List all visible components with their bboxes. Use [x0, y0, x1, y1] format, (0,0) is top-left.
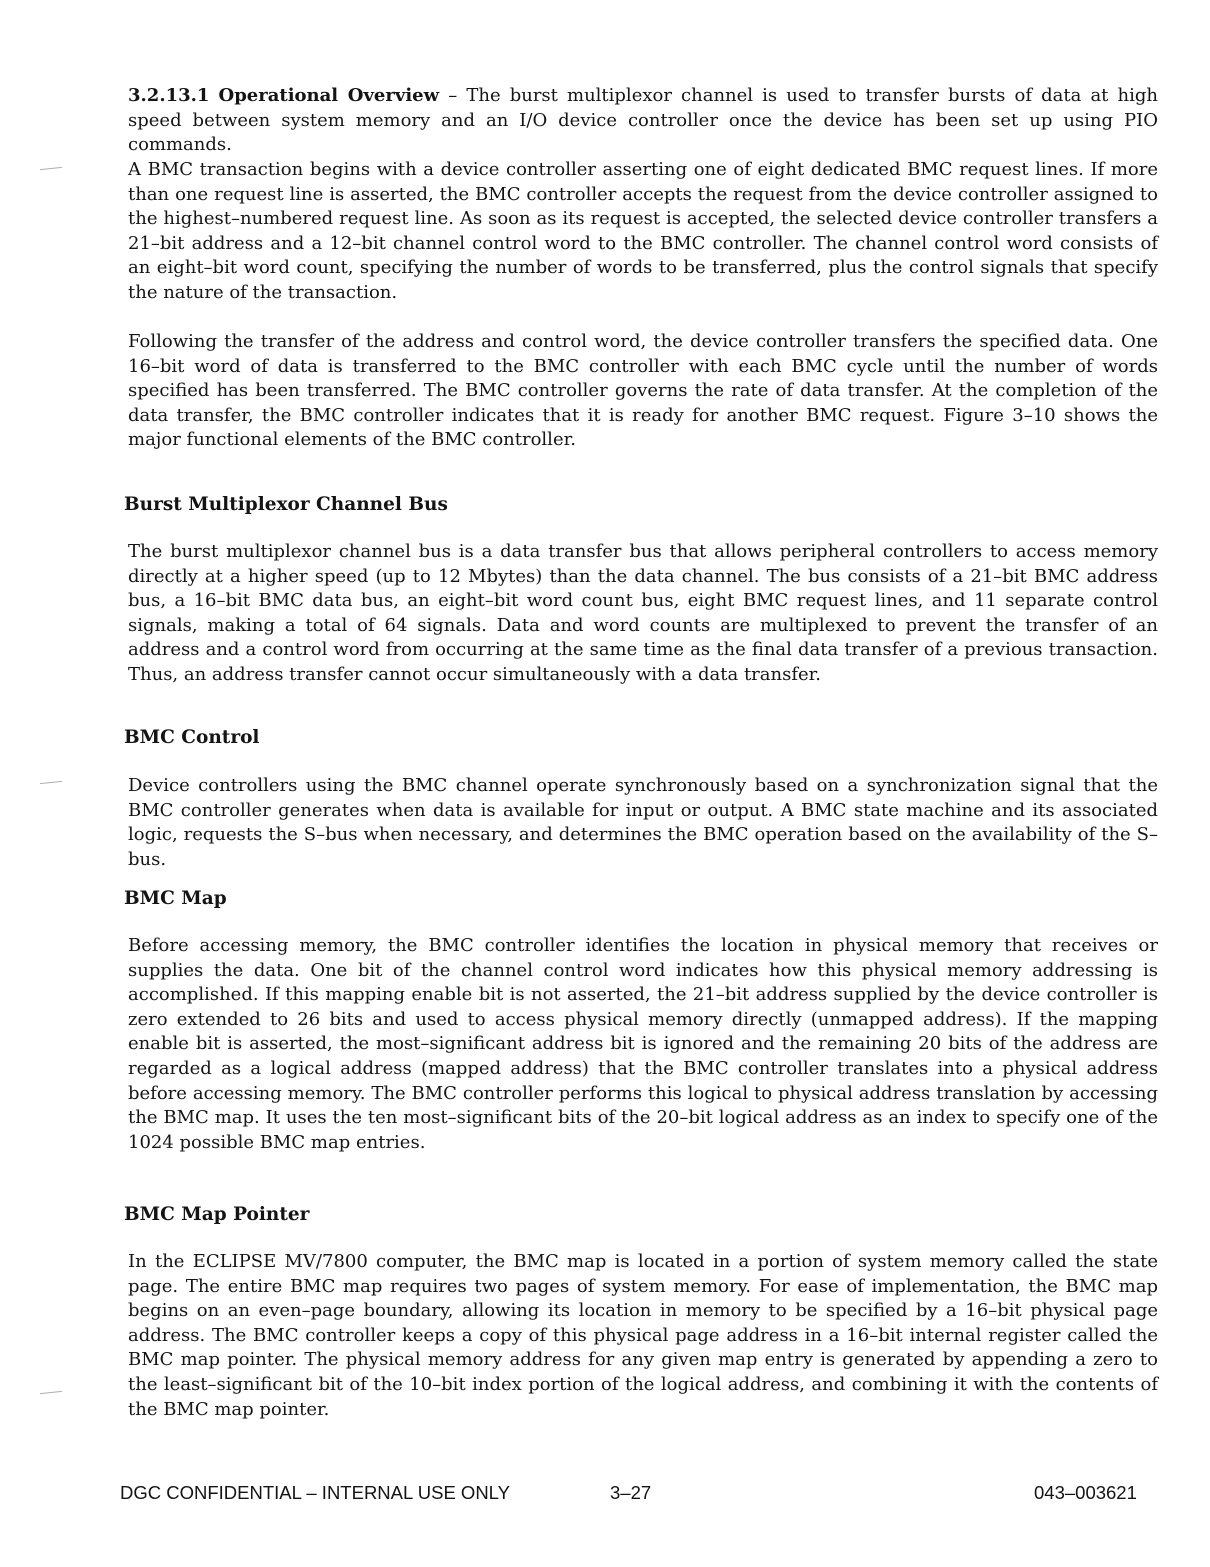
- section-number: 3.2.13.1: [128, 85, 210, 106]
- section-intro: [128, 84, 1158, 158]
- heading-bmc-map: BMC Map: [124, 888, 227, 909]
- heading-bmc-bus: Burst Multiplexor Channel Bus: [124, 494, 448, 515]
- paragraph-bmc-bus: The burst multiplexor channel bus is a data transfer bus that allows peripheral controllers to access memory directly at a higher speed (up to 12 Mbytes) than the data channel. The bus consists of a 21–bit BMC address bus, a 16–bit BMC data bus, an eight–bit word count bus, eight BMC request lines, and 11 separate control signals, making a total of 64 signals. Data and word counts are multiplexed to prevent the transfer of an address and a control word from occurring at the same time as the final data transfer of a previous transaction. Thus, an address transfer cannot occur simultaneously with a data transfer.: [128, 541, 1158, 685]
- heading-bmc-control: BMC Control: [124, 727, 260, 748]
- paragraph-transfer: Following the transfer of the address and control word, the device controller transfers the specified data. One 16–bit word of data is transferred to the BMC controller with each BMC cycle until the number of words specified has been transferred. The BMC controller governs the rate of data transfer. At the completion of the data transfer, the BMC controller indicates that it is ready for another BMC request. Figure 3–10 shows the major functional elements of the BMC controller.: [128, 331, 1158, 451]
- footer-page-number: 3–27: [610, 1482, 652, 1503]
- section-intro-text: The burst multiplexor channel is used to transfer bursts of data at high speed between system memory and an I/O device controller once the device has been set up using PIO commands.: [128, 85, 1158, 156]
- section-separator: –: [439, 85, 467, 106]
- heading-bmc-map-pointer: BMC Map Pointer: [124, 1204, 310, 1225]
- margin-mark: [40, 1391, 62, 1394]
- paragraph-bmc-control: Device controllers using the BMC channel operate synchronously based on a synchronization signal that the BMC controller generates when data is available for input or output. A BMC state machine and its associated logic, requests the S–bus when necessary, and determines the BMC operation based on the availability of the S–bus.: [128, 775, 1158, 870]
- footer-doc-number: 043–003621: [1034, 1482, 1137, 1503]
- paragraph-bmc-map: Before accessing memory, the BMC controller identifies the location in physical memory that receives or supplies the data. One bit of the channel control word indicates how this physical memory addressing is accomplished. If this mapping enable bit is not asserted, the 21–bit address supplied by the device controller is zero extended to 26 bits and used to access physical memory directly (unmapped address). If the mapping enable bit is asserted, the most–significant address bit is ignored and the remaining 20 bits of the address are regarded as a logical address (mapped address) that the BMC controller translates into a physical address before accessing memory. The BMC controller performs this logical to physical address translation by accessing the BMC map. It uses the ten most–significant bits of the 20–bit logical address as an index to specify one of the 1024 possible BMC map entries.: [128, 935, 1158, 1153]
- margin-mark: [40, 781, 62, 784]
- footer-confidential: DGC CONFIDENTIAL – INTERNAL USE ONLY: [120, 1482, 510, 1503]
- margin-mark: [40, 167, 62, 170]
- section-title: Operational Overview: [218, 85, 440, 106]
- paragraph-transaction: A BMC transaction begins with a device controller asserting one of eight dedicated BMC request lines. If more than one request line is asserted, the BMC controller accepts the request from the device controller assigned to the highest–numbered request line. As soon as its request is accepted, the selected device controller transfers a 21–bit address and a 12–bit channel control word to the BMC controller. The channel control word consists of an eight–bit word count, specifying the number of words to be transferred, plus the control signals that specify the nature of the transaction.: [128, 159, 1158, 303]
- paragraph-bmc-map-pointer: In the ECLIPSE MV/7800 computer, the BMC map is located in a portion of system memory called the state page. The entire BMC map requires two pages of system memory. For ease of implementation, the BMC map begins on an even–page boundary, allowing its location in memory to be specified by a 16–bit physical page address. The BMC controller keeps a copy of this physical page address in a 16–bit internal register called the BMC map pointer. The physical memory address for any given map entry is generated by appending a zero to the least–significant bit of the 10–bit index portion of the logical address, and combining it with the contents of the BMC map pointer.: [128, 1251, 1158, 1420]
